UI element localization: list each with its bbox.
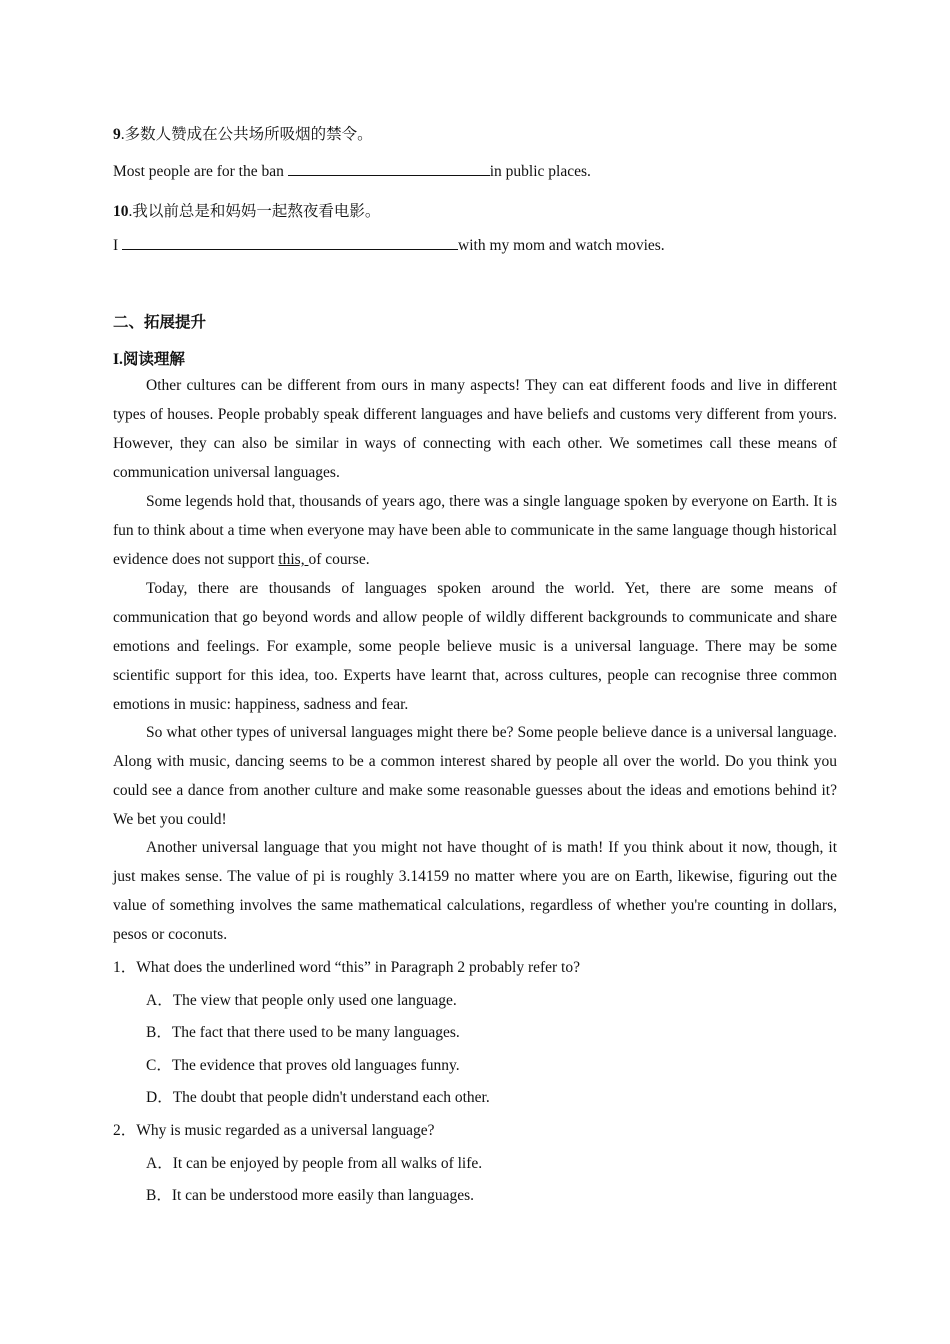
answer-blank[interactable] [288, 161, 490, 176]
answer-blank[interactable] [122, 235, 458, 250]
passage-paragraph-1: Other cultures can be different from ours in many aspects! They can eat different foods and live in different types of houses. People probably speak different languages and have beliefs and customs very different from yours. However, they can also be similar in ways of connecting with each other. We sometimes call these means of communication universal languages. [113, 377, 837, 481]
english-before: Most people are for the ban [113, 163, 288, 180]
chinese-sentence: .多数人赞成在公共场所吸烟的禁令。 [120, 126, 373, 143]
question-1-option-d[interactable]: D．The doubt that people didn't understand each other. [146, 1089, 490, 1106]
chinese-sentence: .我以前总是和妈妈一起熬夜看电影。 [128, 203, 381, 220]
paragraph-2-end: of course. [308, 551, 370, 568]
passage-paragraph-3: Today, there are thousands of languages spoken around the world. Yet, there are some means of communication that go beyond words and allow people of wildly different backgrounds to communicate and share emotions and feelings. For example, some people believe music is a universal language. There may be some scientific support for this idea, too. Experts have learnt that, across cultures, people can recognise three common emotions in music: happiness, sadness and fear. [113, 580, 837, 713]
section-subtitle: I.阅读理解 [113, 351, 185, 368]
passage-paragraph-5: Another universal language that you might not have thought of is math! If you think about it now, though, it just makes sense. The value of pi is roughly 3.14159 no matter where you are on Earth, likewise, figuring out the value of something involves the same mathematical calculations, regardless of whether you're counting in dollars, pesos or coconuts. [113, 839, 837, 943]
paragraph-2-text: Some legends hold that, thousands of years ago, there was a single language spoken by everyone on Earth. It is fun to think about a time when everyone may have been able to communicate in the same language though historical evidence does not support [113, 493, 837, 568]
item-number: 10 [113, 203, 129, 220]
question-2-option-a[interactable]: A．It can be enjoyed by people from all walks of life. [146, 1155, 483, 1172]
translation-item-9-prompt [113, 122, 373, 144]
passage-paragraph-4: So what other types of universal languages might there be? Some people believe dance is a universal language. Along with music, dancing seems to be a common interest shared by people all over the world. Do you think you could see a dance from another culture and make some reasonable guesses about the ideas and emotions behind it? We bet you could! [113, 724, 837, 828]
english-after: with my mom and watch movies. [458, 237, 665, 254]
question-2-stem: 2．Why is music regarded as a universal language? [113, 1122, 435, 1139]
question-2-option-b[interactable]: B．It can be understood more easily than languages. [146, 1187, 474, 1204]
passage-paragraph-2 [113, 487, 837, 574]
underlined-word-this: this, [278, 551, 309, 568]
question-1-stem: 1．What does the underlined word “this” in Paragraph 2 probably refer to? [113, 959, 580, 976]
question-1-option-a[interactable]: A．The view that people only used one language. [146, 992, 457, 1009]
english-before: I [113, 237, 123, 254]
question-1-option-c[interactable]: C．The evidence that proves old languages funny. [146, 1057, 460, 1074]
english-after: in public places. [489, 163, 591, 180]
translation-item-10-prompt [113, 199, 380, 221]
item-number: 9 [113, 126, 121, 143]
translation-item-9-answer [113, 161, 591, 181]
question-1-option-b[interactable]: B．The fact that there used to be many languages. [146, 1024, 460, 1041]
section-title: 二、拓展提升 [113, 314, 207, 331]
translation-item-10-answer [113, 235, 665, 255]
